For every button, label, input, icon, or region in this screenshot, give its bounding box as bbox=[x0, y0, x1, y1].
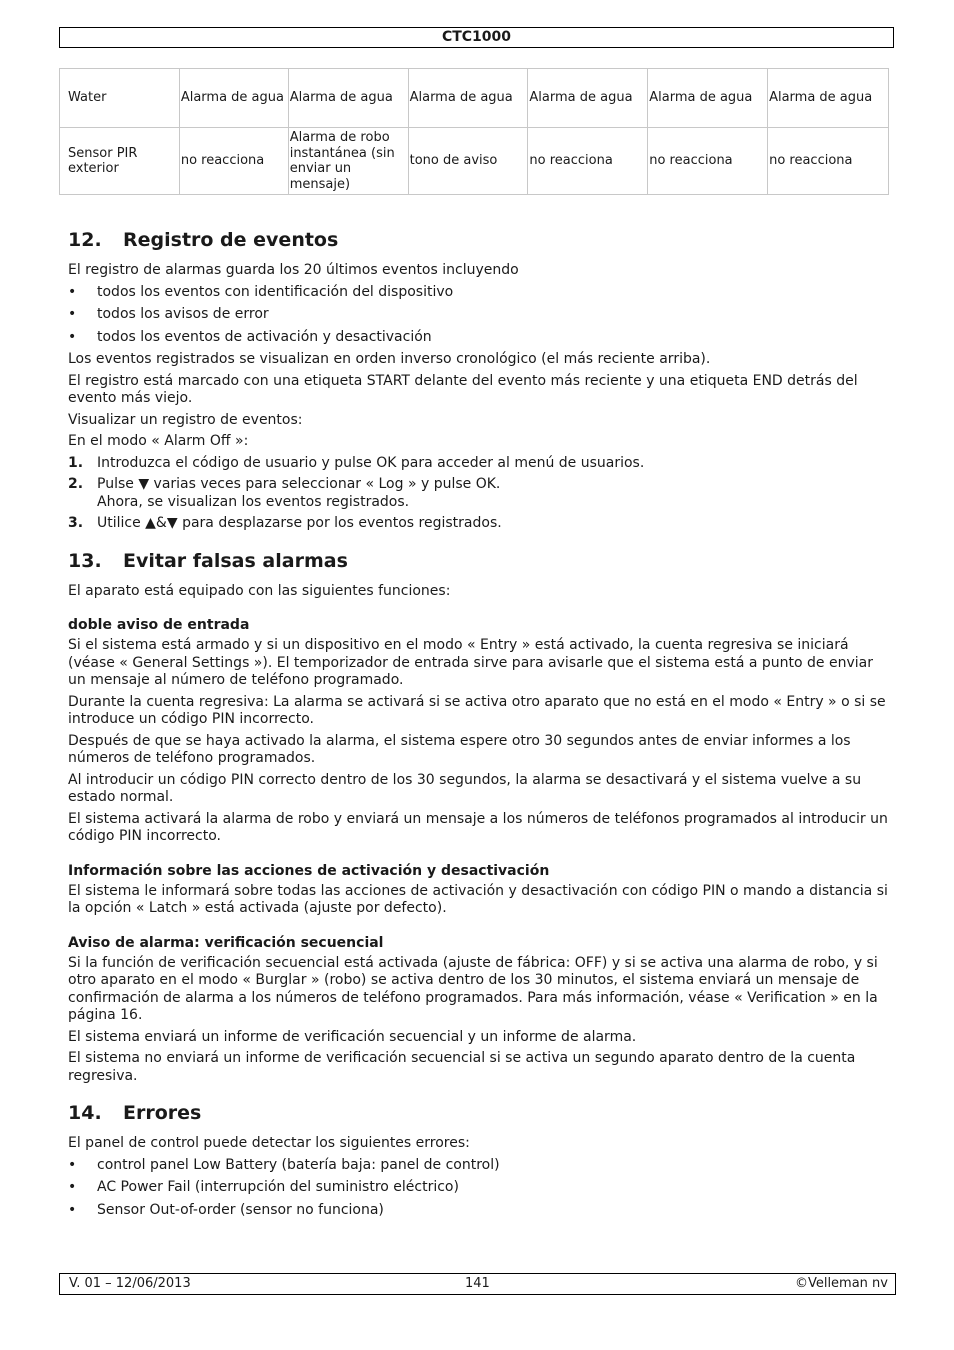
bullet-list bbox=[68, 1157, 890, 1220]
step-text: Utilice ▲&▼ para desplazarse por los eventos registrados. bbox=[97, 515, 502, 531]
page-number: 141 bbox=[465, 1276, 490, 1291]
list-item-text: Sensor Out-of-order (sensor no funciona) bbox=[97, 1201, 384, 1218]
section-number: 12. bbox=[68, 229, 102, 251]
list-item bbox=[68, 515, 890, 533]
bullet-icon: • bbox=[68, 1156, 77, 1173]
paragraph: En el modo « Alarm Off »: bbox=[68, 433, 249, 449]
bullet-icon: • bbox=[68, 283, 77, 300]
table-cell: Alarma de agua bbox=[408, 69, 528, 128]
paragraph: El registro de alarmas guarda los 20 últimos eventos incluyendo bbox=[68, 262, 519, 278]
list-item-text: todos los avisos de error bbox=[97, 306, 269, 322]
list-item-text: todos los eventos con identificación del dispositivo bbox=[97, 283, 454, 300]
list-item bbox=[68, 455, 890, 473]
steps-list bbox=[68, 455, 890, 533]
subsection-heading: doble aviso de entrada bbox=[68, 617, 250, 633]
section-heading-registro bbox=[68, 228, 890, 252]
table-cell: Alarma de robo instantánea (sin enviar un mensaje) bbox=[288, 128, 408, 195]
list-item bbox=[68, 1202, 890, 1220]
step-number: 1. bbox=[68, 454, 84, 471]
section-heading-evitar bbox=[68, 549, 890, 573]
bullet-icon: • bbox=[68, 1179, 77, 1195]
table-cell: Alarma de agua bbox=[179, 69, 288, 128]
paragraph: El aparato está equipado con las siguientes funciones: bbox=[68, 582, 451, 599]
main-content bbox=[68, 228, 890, 1224]
paragraph: Los eventos registrados se visualizan en orden inverso cronológico (el más reciente arriba). bbox=[68, 351, 711, 367]
table-cell: Sensor PIR exterior bbox=[60, 128, 180, 195]
paragraph: Visualizar un registro de eventos: bbox=[68, 411, 303, 428]
subsection-heading: Aviso de alarma: verificación secuencial bbox=[68, 934, 384, 951]
footer-version: V. 01 – 12/06/2013 bbox=[69, 1276, 191, 1291]
section-heading-errores bbox=[68, 1101, 890, 1125]
table-cell: Water bbox=[60, 69, 180, 128]
paragraph: Si la función de verificación secuencial está activada (ajuste de fábrica: OFF) y si se activa una alarma de robo, y si otro aparato en el modo « Burglar » (robo) se activa dentro de los 30 minutos, el sistema enviará un mensaje de confirmación de alarma a los números de teléfono programados. Para más información, véase « Verification » en la página 16. bbox=[68, 954, 878, 1023]
table-cell: no reacciona bbox=[528, 128, 648, 195]
paragraph: Después de que se haya activado la alarma, el sistema espere otro 30 segundos antes de enviar informes a los números de teléfono programados. bbox=[68, 732, 851, 766]
table-cell: tono de aviso bbox=[408, 128, 528, 195]
table-cell: no reacciona bbox=[648, 128, 768, 195]
alarm-mode-table bbox=[59, 68, 889, 195]
paragraph: El sistema no enviará un informe de verificación secuencial si se activa un segundo aparato dentro de la cuenta regresiva. bbox=[68, 1050, 856, 1084]
page-header bbox=[59, 27, 894, 48]
paragraph: Durante la cuenta regresiva: La alarma se activará si se activa otro aparato que no está en el modo « Entry » o si se introduce un código PIN incorrecto. bbox=[68, 693, 886, 727]
list-item bbox=[68, 329, 890, 347]
table-cell: no reacciona bbox=[179, 128, 288, 195]
bullet-icon: • bbox=[68, 328, 77, 345]
bullet-icon: • bbox=[68, 1201, 77, 1218]
table-cell: no reacciona bbox=[768, 128, 889, 195]
step-text: Pulse ▼ varias veces para seleccionar « Log » y pulse OK. bbox=[97, 476, 501, 492]
section-title: Registro de eventos bbox=[123, 229, 339, 251]
list-item bbox=[68, 1157, 890, 1175]
section-title: Evitar falsas alarmas bbox=[123, 549, 348, 572]
list-item bbox=[68, 306, 890, 324]
step-text: Ahora, se visualizan los eventos registrados. bbox=[97, 493, 410, 510]
section-title: Errores bbox=[123, 1102, 202, 1124]
document-title: CTC1000 bbox=[441, 29, 512, 45]
bullet-list bbox=[68, 284, 890, 347]
list-item bbox=[68, 476, 890, 511]
section-number: 14. bbox=[68, 1102, 102, 1124]
page-footer bbox=[59, 1273, 896, 1295]
table-cell: Alarma de agua bbox=[528, 69, 648, 128]
paragraph: El sistema activará la alarma de robo y enviará un mensaje a los números de teléfonos programados al introducir un código PIN incorrecto. bbox=[68, 810, 888, 844]
table-cell: Alarma de agua bbox=[648, 69, 768, 128]
footer-copyright: ©Velleman nv bbox=[794, 1276, 888, 1291]
paragraph: Si el sistema está armado y si un dispositivo en el modo « Entry » está activado, la cuenta regresiva se iniciará (véase « General Settings »). El temporizador de entrada sirve para avisarle que el sistema está a punto de enviar un mensaje al número de teléfono programado. bbox=[68, 637, 873, 688]
step-number: 3. bbox=[68, 515, 84, 531]
table-cell: Alarma de agua bbox=[768, 69, 889, 128]
section-number: 13. bbox=[68, 549, 102, 572]
list-item bbox=[68, 1179, 890, 1197]
paragraph: Al introducir un código PIN correcto dentro de los 30 segundos, la alarma se desactivará y el sistema vuelve a su estado normal. bbox=[68, 771, 862, 805]
paragraph: El sistema enviará un informe de verificación secuencial y un informe de alarma. bbox=[68, 1028, 637, 1045]
list-item-text: control panel Low Battery (batería baja: panel de control) bbox=[97, 1156, 500, 1173]
list-item-text: todos los eventos de activación y desactivación bbox=[97, 328, 432, 345]
table-cell: Alarma de agua bbox=[288, 69, 408, 128]
table-row bbox=[60, 128, 889, 195]
list-item-text: AC Power Fail (interrupción del suministro eléctrico) bbox=[97, 1179, 459, 1195]
bullet-icon: • bbox=[68, 306, 77, 322]
paragraph: El sistema le informará sobre todas las acciones de activación y desactivación con código PIN o mando a distancia si la opción « Latch » está activada (ajuste por defecto). bbox=[68, 882, 888, 916]
paragraph: El panel de control puede detectar los siguientes errores: bbox=[68, 1135, 470, 1151]
list-item bbox=[68, 284, 890, 302]
step-number: 2. bbox=[68, 476, 84, 492]
table-row bbox=[60, 69, 889, 128]
subsection-heading: Información sobre las acciones de activación y desactivación bbox=[68, 862, 550, 879]
paragraph: El registro está marcado con una etiqueta START delante del evento más reciente y una etiqueta END detrás del evento más viejo. bbox=[68, 372, 858, 406]
step-text: Introduzca el código de usuario y pulse OK para acceder al menú de usuarios. bbox=[97, 454, 645, 471]
